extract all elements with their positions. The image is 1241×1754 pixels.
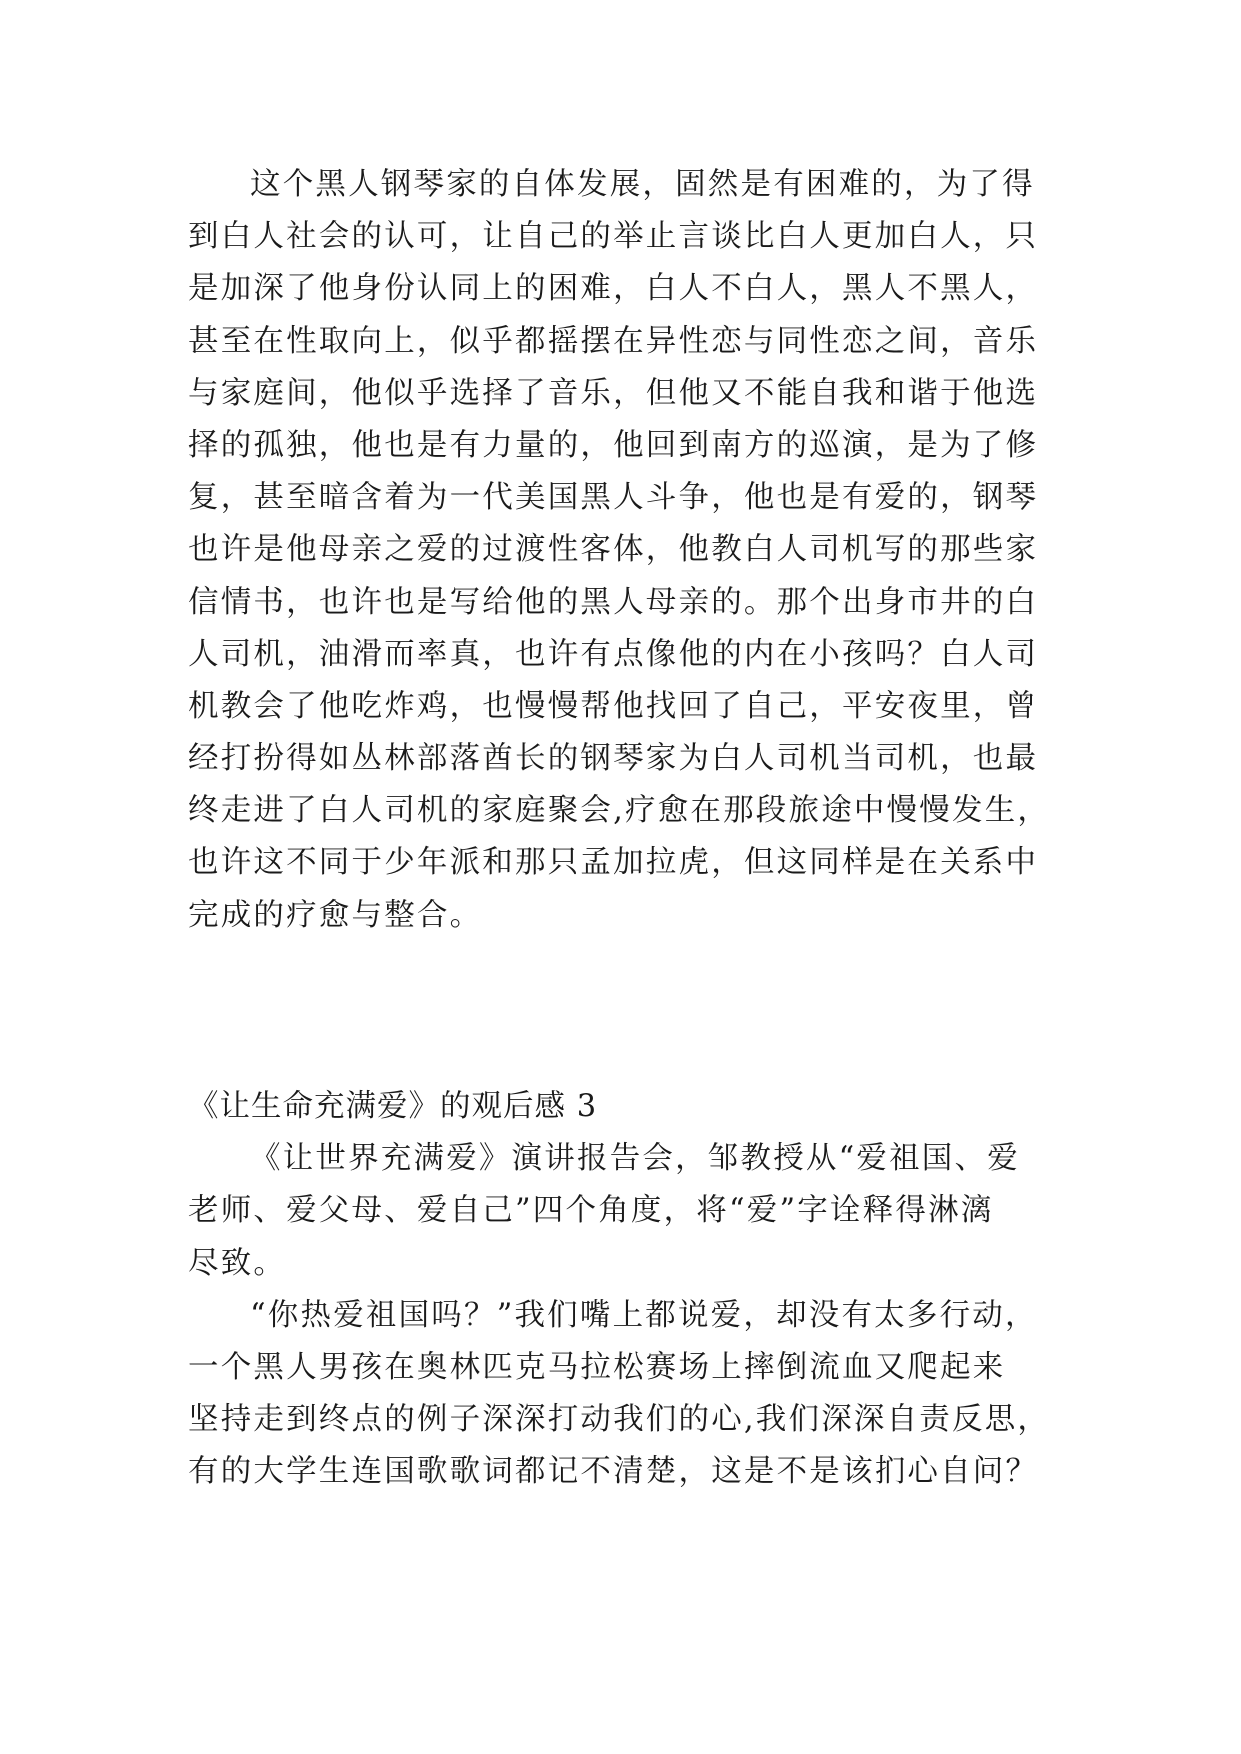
paragraph-line: 复，甚至暗含着为一代美国黑人斗争，他也是有爱的，钢琴 (188, 480, 1039, 516)
paragraph-line: 《让世界充满爱》演讲报告会，邹教授从“爱祖国、爱 (250, 1141, 1020, 1177)
paragraph-line: 与家庭间，他似乎选择了音乐，但他又不能自我和谐于他选 (188, 375, 1039, 411)
paragraph-line: 信情书，也许也是写给他的黑人母亲的。那个出身市井的白 (188, 584, 1039, 620)
section-heading: 《让生命充满爱》的观后感 3 (188, 1089, 598, 1124)
paragraph-line: 到白人社会的认可，让自己的举止言谈比白人更加白人，只 (188, 219, 1039, 255)
paragraph-line: 终走进了白人司机的家庭聚会,疗愈在那段旅途中慢慢发生， (188, 793, 1051, 829)
paragraph-line: 机教会了他吃炸鸡，也慢慢帮他找回了自己，平安夜里，曾 (188, 688, 1039, 724)
paragraph-line: 完成的疗愈与整合。 (188, 897, 483, 933)
paragraph-line: 是加深了他身份认同上的困难，白人不白人，黑人不黑人， (188, 271, 1039, 307)
paragraph-line: 择的孤独，他也是有力量的，他回到南方的巡演，是为了修 (188, 427, 1039, 463)
paragraph-line: 尽致。 (188, 1245, 287, 1281)
paragraph-line: “你热爱祖国吗？”我们嘴上都说爱，却没有太多行动， (250, 1297, 1038, 1333)
paragraph-line: 坚持走到终点的例子深深打动我们的心,我们深深自责反思， (188, 1402, 1051, 1438)
paragraph-line: 人司机，油滑而率真，也许有点像他的内在小孩吗？白人司 (188, 636, 1039, 672)
paragraph-line: 经打扮得如丛林部落酋长的钢琴家为白人司机当司机，也最 (188, 741, 1039, 777)
body-text-section-two (188, 1081, 1068, 1499)
paragraph-line: 也许是他母亲之爱的过渡性客体，他教白人司机写的那些家 (188, 532, 1039, 568)
paragraph-line: 也许这不同于少年派和那只孟加拉虎，但这同样是在关系中 (188, 845, 1039, 881)
paragraph-line: 甚至在性取向上，似乎都摇摆在异性恋与同性恋之间，音乐 (188, 323, 1039, 359)
paragraph-line: 老师、爱父母、爱自己”四个角度，将“爱”字诠释得淋漓 (188, 1193, 994, 1229)
paragraph-line: 一个黑人男孩在奥林匹克马拉松赛场上摔倒流血又爬起来 (188, 1349, 1006, 1385)
body-text-section-one (188, 159, 1068, 942)
paragraph-line: 有的大学生连国歌歌词都记不清楚，这是不是该扪心自问？ (188, 1454, 1039, 1490)
paragraph-line: 这个黑人钢琴家的自体发展，固然是有困难的，为了得 (250, 167, 1035, 202)
